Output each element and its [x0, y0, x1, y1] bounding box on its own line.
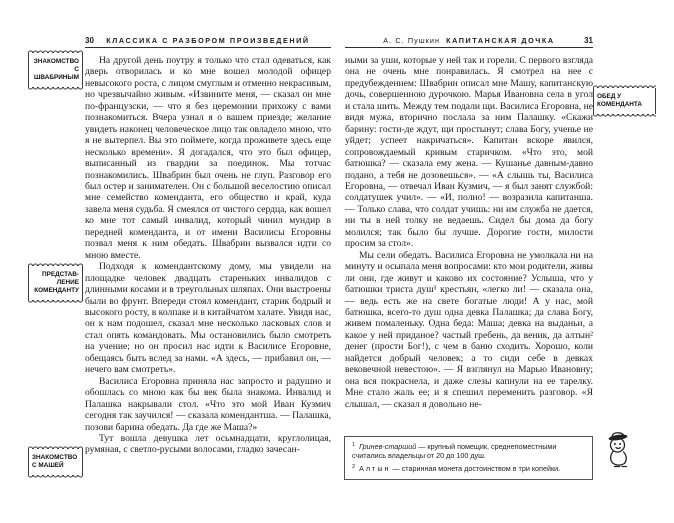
paragraph: Василиса Егоровна приняла нас запросто и радушно и обошлась со мною как бы век была знакома. Инвалид и Палашка накрывали стол. «Что это мой Иван Кузмич сегодня так заучился! — сказала комендантша. — Палашка, позови барина обедать. Да где же Маша?»	[85, 375, 331, 433]
footnote-text: — старинная монета достоинством в три копейки.	[392, 463, 561, 473]
margin-note-line: ОБЕД У	[597, 93, 622, 100]
footnote-marker: 2	[352, 463, 356, 470]
paragraph: На другой день поутру я только что стал одеваться, как дверь отворилась и ко мне вошел молодой офицер невысокого роста, с лицом смуглым и отменно некрасивым, но чрезвычайно живым. «Извините меня, — сказал он мне по-французски, — что я без церемонии прихожу с вами познакомиться. Вчера узнал я о вашем приезде; желание увидеть наконец человеческое лицо так овладело мною, что я не вытерпел. Вы это поймете, когда проживете здесь еще несколько времени». Я догадался, что это был офицер, выписанный из гвардии за поединок. Мы тотчас познакомились. Швабрин был очень не глуп. Разговор его был остер и занимателен. Он с большой веселостию описал мне семейство коменданта, его общество и край, куда завела меня судьба. Я смеялся от чистого сердца, как вошел ко мне тот самый инвалид, который чинил мундир в передней коменданта, и от имени Василисы Егоровны позвал меня к ним обедать. Швабрин вызвался идти со мною вместе.	[85, 55, 331, 261]
margin-note-line: КОМЕНДАНТА	[597, 101, 642, 108]
margin-note-line: КОМЕНДАНТУ	[34, 287, 79, 294]
paragraph: Тут вошла девушка лет осьмнадцати, круглолицая, румяная, с светло-русыми волосами, гладко зачесан-	[85, 432, 331, 456]
margin-note-line: С ШВАБРИНЫМ	[34, 66, 79, 81]
footnote	[352, 442, 586, 461]
margin-note-introduction-to-commandant	[28, 266, 83, 300]
margin-note-dinner-at-commandant	[593, 88, 656, 114]
footnote-term: Гринев-старший	[359, 442, 417, 451]
mascot-doodle-icon	[603, 431, 637, 471]
left-running-title: КЛАССИКА С РАЗБОРОМ ПРОИЗВЕДЕНИЙ	[106, 36, 310, 45]
book-title: КАПИТАНСКАЯ ДОЧКА	[446, 36, 555, 45]
margin-note-meeting-shvabrin	[28, 53, 83, 87]
left-page-number: 30	[85, 36, 94, 45]
left-page-header	[85, 36, 331, 48]
left-page-text	[85, 55, 331, 456]
margin-note-line: ЗНАКОМСТВО	[33, 58, 79, 65]
right-page-number: 31	[584, 36, 593, 45]
paragraph: ными за уши, которые у ней так и горели. С первого взгляда она не очень мне понравилась. Я смотрел на нее с предубеждением: Швабрин описал мне Машу, капитанскую дочь, совершенною дурочкою. Марья Ивановна села в угол и стала шить. Между тем подали щи. Василиса Егоровна, не видя мужа, вторично послала за ним Палашку. «Скажи барину: гости-де ждут, щи простынут; слава Богу, ученье не уйдет; успеет накричаться». Капитан вскоре явился, сопровождаемый кривым старичком. «Что это, мой батюшка? — сказала ему жена. — Кушанье давным-давно подано, а тебя не дозовешься». — «А слышь ты, Василиса Егоровна, — отвечал Иван Кузмич, — я был занят службой: солдатушек учил». — «И, полно! — возразила капитанша. — Только слава, что солдат учишь: ни им служба не дается, ни ты в ней толку не ведаешь. Сидел бы дома да богу молился; так было бы лучше. Дорогие гости, милости просим за стол».	[345, 55, 593, 250]
right-page-header	[345, 36, 593, 48]
right-running-title	[345, 36, 593, 45]
margin-note-meeting-masha	[28, 449, 83, 475]
paragraph: Мы сели обедать. Василиса Егоровна не умолкала ни на минуту и осыпала меня вопросами: кто мои родители, живы ли они, где живут и каково их состояние? Услыша, что у батюшки триста душ¹ крестьян, «легко ли! — сказала она, — ведь есть же на свете богатые люди! А у нас, мой батюшка, всего-то душ одна девка Палашка; да слава Богу, живем помаленьку. Одна беда: Маша; девка на выданьи, а какое у ней приданое? частый гребень, да веник, да алтын² денег (прости Бог!), с чем в баню сходить. Хорошо, коли найдется добрый человек; а то сиди себе в девках вековечной невестою». — Я взглянул на Марью Ивановну; она вся покраснела, и даже слезы капнули на ее тарелку. Мне стало жаль ее; и я спешил переменить разговор. «Я слышал, — сказал я довольно не-	[345, 249, 593, 410]
paragraph: Подходя к комендантскому дому, мы увидели на площадке человек двадцать стареньких инвалидов с длинными косами и в треугольных шляпах. Они выстроены были во фрунт. Впереди стоял комендант, старик бодрый и высокого росту, в колпаке и в китайчатом халате. Увидя нас, он к нам подошел, сказал мне несколько ласковых слов и стал опять командовать. Мы остановились было смотреть на учение; но он просил нас идти к Василисе Егоровне, обещаясь быть вслед за нами. «А здесь, — прибавил он, — нечего вам смотреть».	[85, 261, 331, 376]
margin-note-line: ПРЕДСТАВ-	[42, 271, 79, 278]
footnote-box	[344, 436, 593, 480]
footnote-text: — крупный помещик, среднепоместными считались владельцы от 20 до 100 душ.	[352, 442, 557, 461]
margin-note-line: ЛЕНИЕ	[56, 279, 79, 286]
margin-note-line: С МАШЕЙ	[32, 462, 64, 469]
book-author: А. С. Пушкин	[383, 36, 441, 45]
right-page-text	[345, 55, 593, 410]
footnote-term: Алтын	[359, 463, 391, 473]
footnote	[352, 464, 586, 473]
margin-note-line: ЗНАКОМСТВО	[32, 454, 78, 461]
footnote-marker: 1	[352, 442, 356, 448]
